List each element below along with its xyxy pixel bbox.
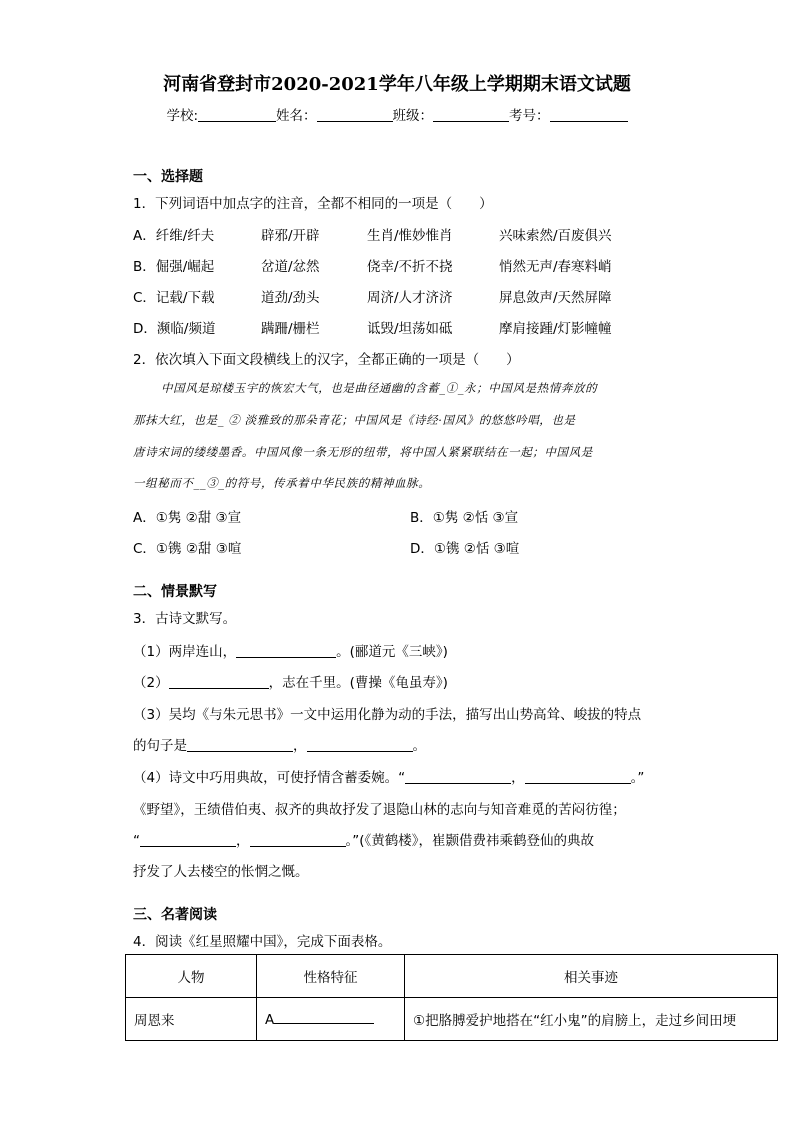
q3-part4-line3-mid: ， bbox=[236, 833, 250, 849]
q1-option-b-2: 岔道/忿然 bbox=[261, 259, 320, 275]
q1-option-a-1: A．纤维/纤夫 bbox=[133, 228, 215, 244]
q1-option-a-2: 辟邪/开辟 bbox=[261, 228, 320, 244]
table-cell-trait[interactable] bbox=[257, 998, 405, 1041]
q1-option-c-1: C．记载/下载 bbox=[133, 290, 215, 306]
q3-part4-line3 bbox=[133, 829, 594, 849]
q3-part4-line3-post: 。”(《黄鹤楼》，崔颢借费祎乘鹤登仙的典故 bbox=[345, 833, 595, 849]
table-header-deeds: 相关事迹 bbox=[405, 955, 778, 998]
page-title: 河南省登封市2020-2021学年八年级上学期期末语文试题 bbox=[163, 74, 631, 95]
q1-option-c-3: 周济/人才济济 bbox=[367, 290, 453, 306]
q3-part2-blank[interactable] bbox=[169, 674, 269, 689]
student-info-line bbox=[0, 104, 794, 124]
q2-option-c: C．①镌 ②甜 ③喧 bbox=[133, 541, 242, 557]
q3-part4-post: 。” bbox=[630, 770, 645, 786]
q3-part3-line2 bbox=[133, 734, 426, 754]
section-heading-choice: 一、选择题 bbox=[133, 169, 203, 185]
q1-option-d-1: D．濒临/频道 bbox=[133, 321, 216, 337]
q3-part2 bbox=[133, 671, 448, 691]
q3-stem: 3．古诗文默写。 bbox=[133, 611, 237, 627]
q3-part4-blank-4[interactable] bbox=[250, 832, 346, 847]
name-label: 姓名： bbox=[276, 108, 317, 124]
trait-blank[interactable] bbox=[274, 1011, 374, 1024]
q1-option-c-4: 屏息敛声/天然屏障 bbox=[499, 290, 612, 306]
section-heading-classics: 三、名著阅读 bbox=[133, 907, 217, 923]
q3-part2-pre: （2） bbox=[133, 675, 169, 691]
q1-option-a-3: 生肖/惟妙惟肖 bbox=[367, 228, 453, 244]
q3-part4-mid: ， bbox=[511, 770, 525, 786]
class-label: 班级： bbox=[392, 108, 434, 124]
q3-part4-line3-pre: “ bbox=[133, 833, 140, 849]
q3-part4-blank-3[interactable] bbox=[140, 832, 236, 847]
q2-option-d: D．①镌 ②恬 ③喧 bbox=[410, 541, 520, 557]
trait-label: A bbox=[265, 1011, 275, 1028]
q1-option-d-4: 摩肩接踵/灯影幢幢 bbox=[499, 321, 612, 337]
table-cell-deeds: ①把胳膊爱护地搭在“红小鬼”的肩膀上，走过乡间田埂 bbox=[405, 998, 778, 1041]
class-blank[interactable] bbox=[433, 107, 509, 122]
q3-part4-blank-2[interactable] bbox=[525, 769, 631, 784]
name-blank[interactable] bbox=[317, 107, 393, 122]
q2-option-a: A．①隽 ②甜 ③宣 bbox=[133, 510, 242, 526]
table-cell-person: 周恩来 bbox=[126, 998, 257, 1041]
q1-option-c-2: 道劲/劲头 bbox=[261, 290, 320, 306]
q3-part1-pre: （1）两岸连山， bbox=[133, 644, 237, 660]
q3-part4-blank-1[interactable] bbox=[405, 769, 511, 784]
q2-stem: 2．依次填入下面文段横线上的汉字，全都正确的一项是（ ） bbox=[133, 352, 520, 368]
q4-stem: 4．阅读《红星照耀中国》，完成下面表格。 bbox=[133, 934, 392, 950]
q3-part3-blank-2[interactable] bbox=[307, 737, 413, 752]
table-row bbox=[126, 998, 778, 1041]
q3-part3-blank-1[interactable] bbox=[187, 737, 293, 752]
exam-no-label: 考号： bbox=[509, 108, 550, 124]
q3-part3-pre: 的句子是 bbox=[133, 738, 187, 754]
q3-part4-line2: 《野望》，王绩借伯夷、叔齐的典故抒发了退隐山林的志向与知音难觅的苦闷彷徨； bbox=[133, 802, 626, 818]
q2-passage-line-3: 唐诗宋词的缕缕墨香。中国风像一条无形的纽带，将中国人紧紧联结在一起；中国风是 bbox=[133, 445, 593, 459]
q1-option-d-2: 蹒跚/栅栏 bbox=[261, 321, 320, 337]
q3-part2-post: ，志在千里。(曹操《龟虽寿》) bbox=[268, 675, 448, 691]
table-header-trait: 性格特征 bbox=[257, 955, 405, 998]
q3-part4-pre: （4）诗文中巧用典故，可使抒情含蓄委婉。“ bbox=[133, 770, 406, 786]
q2-passage-line-2: 那抹大红，也是_ ② 淡雅致的那朵青花；中国风是《诗经·国风》的悠悠吟唱，也是 bbox=[133, 413, 576, 427]
q3-part1-post: 。(郦道元《三峡》) bbox=[336, 644, 448, 660]
q2-passage-line-4: 一组秘而不__③_的符号，传承着中华民族的精神血脉。 bbox=[133, 476, 431, 490]
q1-option-b-1: B．倔强/崛起 bbox=[133, 259, 215, 275]
q1-option-d-3: 诋毁/坦荡如砥 bbox=[367, 321, 453, 337]
q2-option-b: B．①隽 ②恬 ③宣 bbox=[410, 510, 519, 526]
exam-no-blank[interactable] bbox=[550, 107, 628, 122]
q3-part3-post: 。 bbox=[412, 738, 426, 754]
q3-part1-blank[interactable] bbox=[236, 643, 336, 658]
q3-part4-line4: 抒发了人去楼空的怅惘之慨。 bbox=[133, 864, 309, 880]
q1-option-b-3: 侥幸/不折不挠 bbox=[367, 259, 453, 275]
q3-part4-line1 bbox=[133, 766, 644, 786]
school-blank[interactable] bbox=[198, 107, 276, 122]
q1-option-b-4: 悄然无声/春寒料峭 bbox=[499, 259, 612, 275]
q3-part1 bbox=[133, 640, 448, 660]
school-label: 学校: bbox=[166, 108, 199, 124]
q4-table bbox=[125, 954, 778, 1041]
table-header-person: 人物 bbox=[126, 955, 257, 998]
q3-part3-line1: （3）吴均《与朱元思书》一文中运用化静为动的手法，描写出山势高耸、峻拔的特点 bbox=[133, 707, 642, 723]
section-heading-recite: 二、情景默写 bbox=[133, 584, 217, 600]
q3-part3-mid: ， bbox=[293, 738, 307, 754]
q1-option-a-4: 兴味索然/百废俱兴 bbox=[499, 228, 612, 244]
q2-passage-line-1: 中国风是琼楼玉宇的恢宏大气，也是曲径通幽的含蓄_①_永；中国风是热情奔放的 bbox=[161, 381, 598, 395]
table-header-row bbox=[126, 955, 778, 998]
q1-stem: 1．下列词语中加点字的注音，全都不相同的一项是（ ） bbox=[133, 196, 493, 212]
